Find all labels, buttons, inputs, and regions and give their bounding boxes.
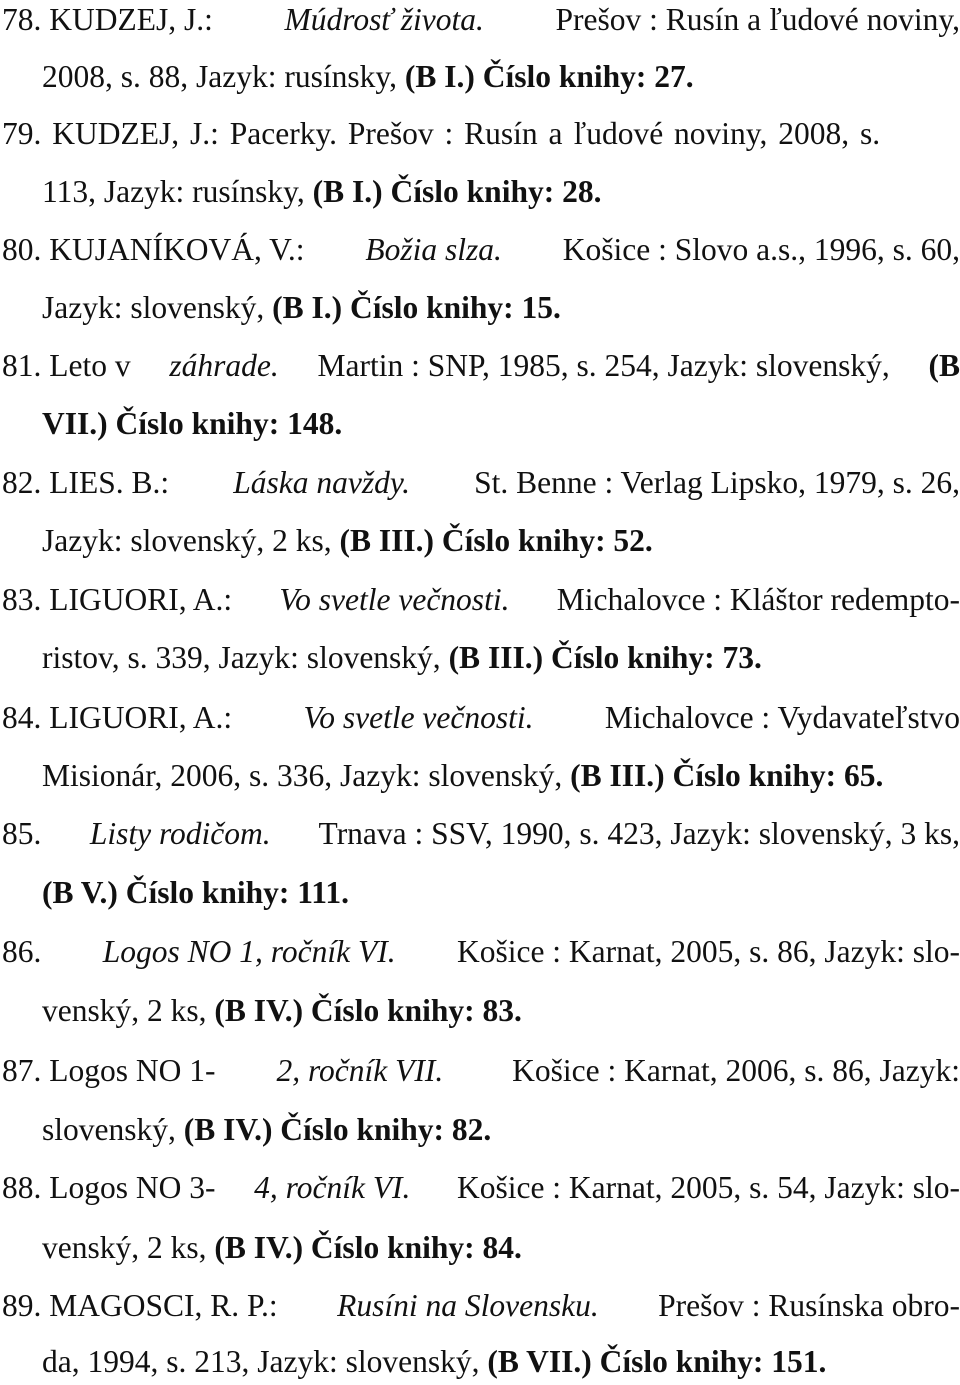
- entry-82-line-2: [42, 521, 653, 561]
- entry-86-line-1: [2, 932, 960, 972]
- entry-78-publisher: Prešov : Rusín a ľudové noviny,: [547, 2, 960, 37]
- entry-78-line-1: [2, 0, 960, 40]
- entry-86-line-2: [42, 991, 522, 1031]
- entry-86-number: 86.: [2, 934, 50, 969]
- entry-83-title: Vo svetle večnosti.: [279, 582, 510, 617]
- entry-81-call-number: VII.) Číslo knihy: 148.: [42, 406, 343, 441]
- entry-78-details: 2008, s. 88, Jazyk: rusínsky,: [42, 59, 405, 94]
- entry-81-title: záhrade.: [169, 348, 279, 383]
- entry-83-author: 83. LIGUORI, A.:: [2, 582, 240, 617]
- entry-88-details: venský, 2 ks,: [42, 1230, 215, 1265]
- entry-82-call-number: (B III.) Číslo knihy: 52.: [339, 523, 653, 558]
- entry-86-call-number: (B IV.) Číslo knihy: 83.: [214, 993, 522, 1028]
- entry-80-line-1: [2, 230, 960, 270]
- entry-83-line-2: [42, 638, 762, 678]
- entry-79-call-number: (B I.) Číslo knihy: 28.: [312, 174, 602, 209]
- entry-84-call-number: (B III.) Číslo knihy: 65.: [570, 758, 884, 793]
- entry-88-call-number: (B IV.) Číslo knihy: 84.: [214, 1230, 522, 1265]
- entry-80-call-number: (B I.) Číslo knihy: 15.: [272, 290, 561, 325]
- entry-81-publisher: Martin : SNP, 1985, s. 254, Jazyk: slovenský,: [309, 348, 898, 383]
- entry-84-line-2: [42, 756, 883, 796]
- entry-84-author: 84. LIGUORI, A.:: [2, 700, 240, 735]
- entry-85-number: 85.: [2, 816, 50, 851]
- entry-89-publisher: Prešov : Rusínska obro-: [650, 1288, 960, 1323]
- entry-88-title: 4, ročník VI.: [254, 1170, 411, 1205]
- entry-79-line-1: [2, 114, 880, 154]
- entry-86-publisher: Košice : Karnat, 2005, s. 86, Jazyk: slo-: [449, 934, 960, 969]
- entry-87-call-number: (B IV.) Číslo knihy: 82.: [183, 1112, 492, 1147]
- entry-83-line-1: [2, 580, 960, 620]
- entry-81-call-start: (B: [928, 348, 960, 383]
- entry-85-publisher: Trnava : SSV, 1990, s. 423, Jazyk: slovenský, 3 ks,: [311, 816, 960, 851]
- entry-89-line-1: [2, 1286, 960, 1326]
- entry-88-title-start: 88. Logos NO 3-: [2, 1170, 216, 1205]
- entry-83-call-number: (B III.) Číslo knihy: 73.: [448, 640, 762, 675]
- entry-87-line-2: [42, 1110, 491, 1150]
- entry-80-line-2: [42, 288, 561, 328]
- entry-80-publisher: Košice : Slovo a.s., 1996, s. 60,: [554, 232, 960, 267]
- entry-83-details: ristov, s. 339, Jazyk: slovenský,: [42, 640, 449, 675]
- entry-84-line-1: [2, 698, 960, 738]
- entry-80-title: Božia slza.: [365, 232, 502, 267]
- entry-82-line-1: [2, 463, 960, 503]
- entry-84-publisher: Michalovce : Vydavateľstvo: [596, 700, 960, 735]
- entry-85-line-2: [42, 873, 349, 913]
- entry-86-details: venský, 2 ks,: [42, 993, 215, 1028]
- entry-81-line-1: [2, 346, 960, 386]
- entry-84-title: Vo svetle večnosti.: [303, 700, 534, 735]
- entry-81-line-2: [42, 404, 342, 444]
- entry-87-title: 2, ročník VII.: [276, 1053, 444, 1088]
- entry-88-publisher: Košice : Karnat, 2005, s. 54, Jazyk: slo-: [449, 1170, 960, 1205]
- entry-78-call-number: (B I.) Číslo knihy: 27.: [404, 59, 694, 94]
- entry-79-details: 113, Jazyk: rusínsky,: [42, 174, 313, 209]
- entry-89-line-2: [42, 1342, 826, 1382]
- entry-88-line-1: [2, 1168, 960, 1208]
- entry-84-details: Misionár, 2006, s. 336, Jazyk: slovenský,: [42, 758, 571, 793]
- entry-79-line-2: [42, 172, 601, 212]
- entry-89-details: da, 1994, s. 213, Jazyk: slovenský,: [42, 1344, 488, 1379]
- entry-89-title: Rusíni na Slovensku.: [337, 1288, 599, 1323]
- entry-78-title: Múdrosť života.: [284, 2, 484, 37]
- entry-80-details: Jazyk: slovenský,: [42, 290, 273, 325]
- entry-80-author: 80. KUJANÍKOVÁ, V.:: [2, 232, 313, 267]
- entry-83-publisher: Michalovce : Kláštor redempto-: [548, 582, 960, 617]
- entry-82-publisher: St. Benne : Verlag Lipsko, 1979, s. 26,: [466, 465, 960, 500]
- entry-87-publisher: Košice : Karnat, 2006, s. 86, Jazyk:: [504, 1053, 960, 1088]
- entry-87-details: slovenský,: [42, 1112, 184, 1147]
- entry-81-title-start: 81. Leto v: [2, 348, 139, 383]
- entry-87-title-start: 87. Logos NO 1-: [2, 1053, 216, 1088]
- entry-89-call-number: (B VII.) Číslo knihy: 151.: [487, 1344, 827, 1379]
- entry-78-line-2: [42, 57, 694, 97]
- entry-89-author: 89. MAGOSCI, R. P.:: [2, 1288, 286, 1323]
- entry-86-title: Logos NO 1, ročník VI.: [102, 934, 396, 969]
- entry-78-author: 78. KUDZEJ, J.:: [2, 2, 221, 37]
- entry-85-call-number: (B V.) Číslo knihy: 111.: [42, 875, 349, 910]
- entry-85-line-1: [2, 814, 960, 854]
- entry-79-text: 79. KUDZEJ, J.: Pacerky. Prešov : Rusín a ľudové noviny, 2008, s.: [2, 116, 881, 151]
- entry-87-line-1: [2, 1051, 960, 1091]
- entry-82-title: Láska navždy.: [233, 465, 410, 500]
- entry-85-title: Listy rodičom.: [89, 816, 271, 851]
- entry-82-details: Jazyk: slovenský, 2 ks,: [42, 523, 340, 558]
- entry-82-author: 82. LIES. B.:: [2, 465, 178, 500]
- entry-88-line-2: [42, 1228, 522, 1268]
